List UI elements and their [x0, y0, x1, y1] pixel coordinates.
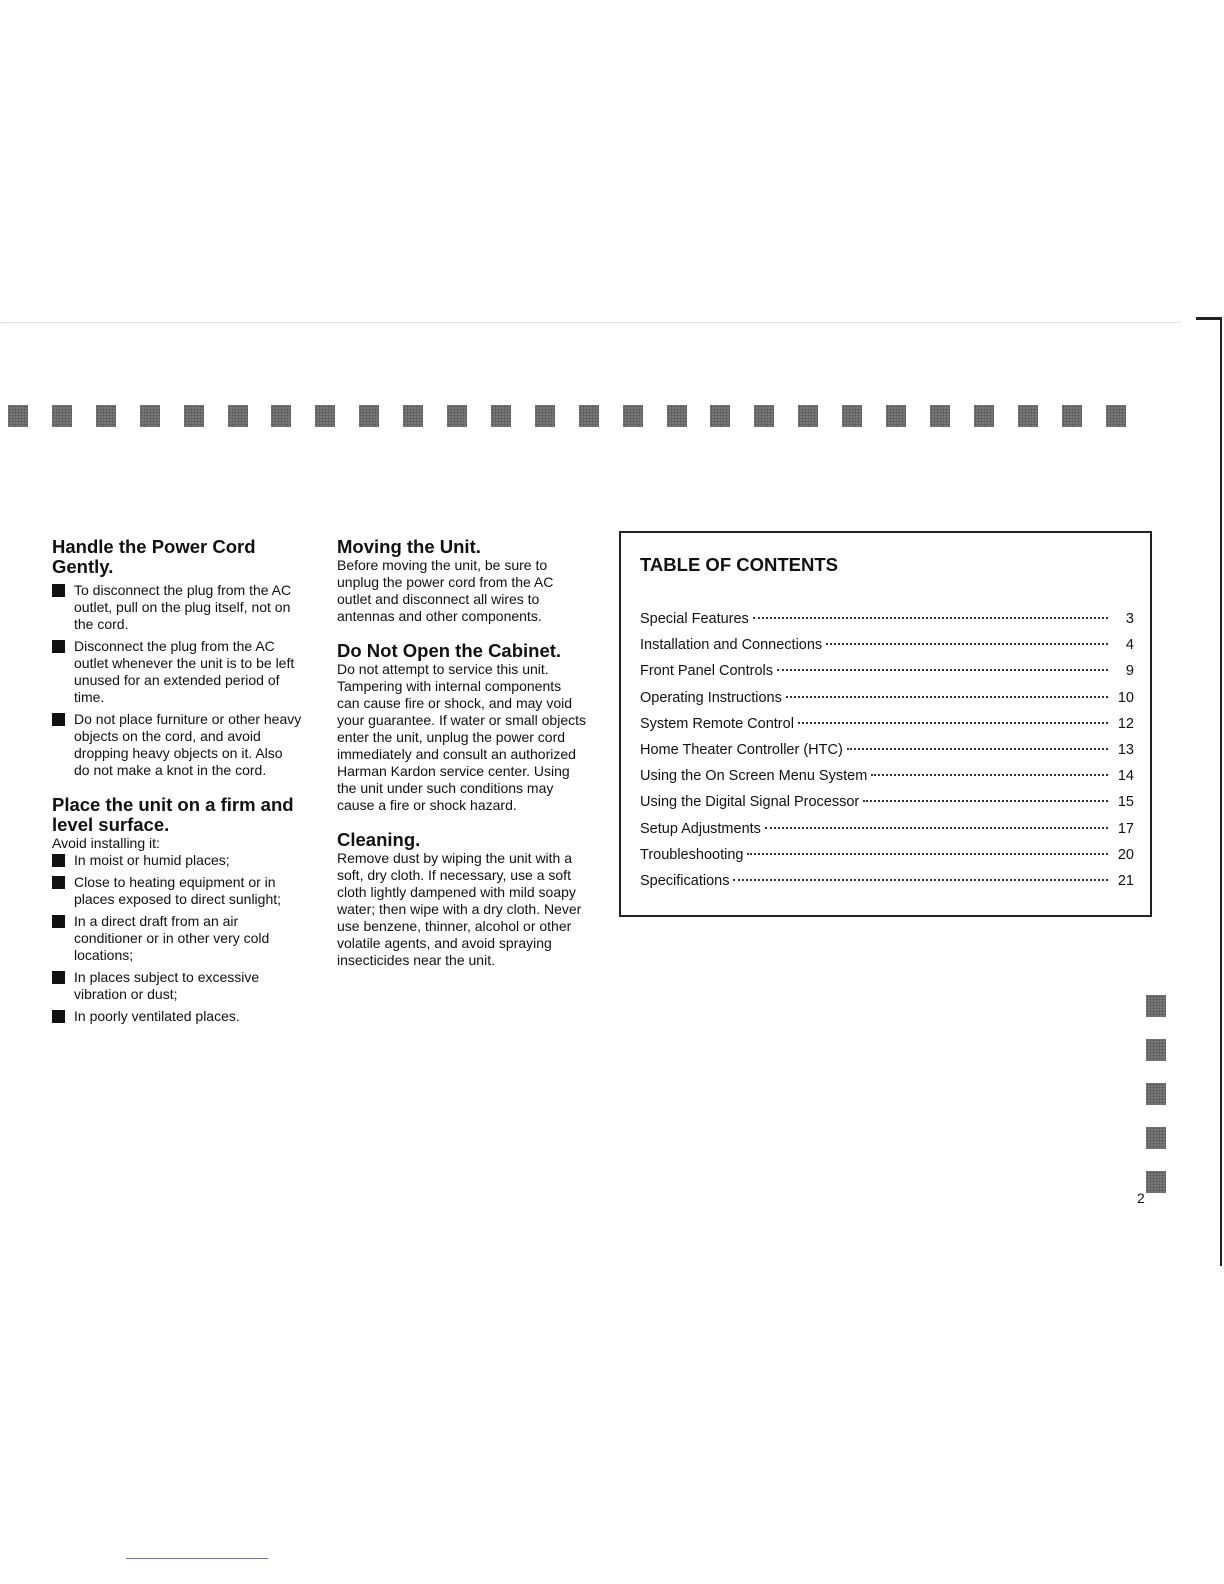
toc-title: TABLE OF CONTENTS: [640, 554, 839, 575]
decorative-square: [1146, 1127, 1166, 1149]
heading-cleaning: Cleaning.: [337, 829, 421, 850]
decorative-square: [184, 405, 204, 427]
toc-entry[interactable]: Operating Instructions 10: [640, 689, 1134, 706]
middle-column: [337, 537, 587, 969]
avoid-intro: Avoid installing it:: [52, 835, 160, 851]
decorative-square: [535, 405, 555, 427]
decorative-square-row: [8, 405, 1138, 427]
list-item: In places subject to excessive vibration or dust;: [52, 969, 302, 1003]
decorative-square: [96, 405, 116, 427]
decorative-square: [359, 405, 379, 427]
square-bullet-icon: [52, 713, 65, 726]
page-number: 2: [1137, 1190, 1145, 1206]
left-column: [52, 537, 302, 1025]
heading-power-cord: Handle the Power Cord Gently.: [52, 536, 256, 577]
toc-entry[interactable]: Installation and Connections 4: [640, 637, 1134, 654]
decorative-square: [140, 405, 160, 427]
decorative-square: [886, 405, 906, 427]
scan-artifact-line: [0, 322, 1180, 325]
list-item: In poorly ventilated places.: [52, 1008, 302, 1025]
toc-entry[interactable]: Using the On Screen Menu System 14: [640, 768, 1134, 785]
decorative-square: [1146, 1083, 1166, 1105]
decorative-square: [403, 405, 423, 427]
decorative-square: [1062, 405, 1082, 427]
list-item: Do not place furniture or other heavy objects on the cord, and avoid dropping heavy objects on it. Also do not make a knot in the cord.: [52, 711, 302, 779]
square-bullet-icon: [52, 915, 65, 928]
list-item: To disconnect the plug from the AC outlet, pull on the plug itself, not on the cord.: [52, 582, 302, 633]
toc-entry[interactable]: Special Features 3: [640, 611, 1134, 627]
decorative-square: [1146, 1171, 1166, 1193]
decorative-square: [1018, 405, 1038, 427]
do-not-open-text: Do not attempt to service this unit. Tampering with internal components can cause fire or shock, and may void your guarantee. If water or small objects enter the unit, unplug the power cord immediately and consult an authorized Harman Kardon service center. Using the unit under such conditions may cause a fire or shock hazard.: [337, 661, 587, 813]
toc-entry[interactable]: Specifications 21: [640, 872, 1134, 889]
list-item: Close to heating equipment or in places exposed to direct sunlight;: [52, 874, 302, 908]
decorative-square: [228, 405, 248, 427]
toc-entry[interactable]: System Remote Control 12: [640, 715, 1134, 732]
decorative-square: [491, 405, 511, 427]
decorative-side-squares: [1146, 995, 1168, 1195]
toc-entry[interactable]: Home Theater Controller (HTC) 13: [640, 741, 1134, 758]
toc-entry[interactable]: Front Panel Controls 9: [640, 663, 1134, 680]
list-item: Disconnect the plug from the AC outlet whenever the unit is to be left unused for an extended period of time.: [52, 638, 302, 706]
list-item: In moist or humid places;: [52, 852, 302, 869]
decorative-square: [579, 405, 599, 427]
decorative-square: [1146, 995, 1166, 1017]
toc-entry[interactable]: Setup Adjustments 17: [640, 820, 1134, 837]
toc-entry[interactable]: Troubleshooting 20: [640, 846, 1134, 863]
decorative-square: [315, 405, 335, 427]
square-bullet-icon: [52, 876, 65, 889]
decorative-square: [447, 405, 467, 427]
decorative-square: [930, 405, 950, 427]
decorative-square: [974, 405, 994, 427]
footer-rule: [126, 1558, 268, 1559]
decorative-square: [623, 405, 643, 427]
decorative-square: [52, 405, 72, 427]
page-edge-cap: [1196, 317, 1222, 320]
decorative-square: [710, 405, 730, 427]
decorative-square: [842, 405, 862, 427]
placement-list: [52, 852, 302, 1025]
square-bullet-icon: [52, 584, 65, 597]
decorative-square: [8, 405, 28, 427]
decorative-square: [667, 405, 687, 427]
heading-do-not-open: Do Not Open the Cabinet.: [337, 640, 562, 661]
decorative-square: [754, 405, 774, 427]
toc-list: [640, 611, 1134, 899]
square-bullet-icon: [52, 640, 65, 653]
heading-firm-surface: Place the unit on a firm and level surface.: [52, 794, 294, 835]
square-bullet-icon: [52, 1010, 65, 1023]
decorative-square: [271, 405, 291, 427]
power-cord-list: [52, 582, 302, 779]
toc-entry[interactable]: Using the Digital Signal Processor 15: [640, 794, 1134, 811]
decorative-square: [1146, 1039, 1166, 1061]
cleaning-text: Remove dust by wiping the unit with a soft, dry cloth. If necessary, use a soft cloth lightly dampened with mild soapy water; then wipe with a dry cloth. Never use benzene, thinner, alcohol or other volatile agents, and avoid spraying insecticides near the unit.: [337, 850, 582, 968]
moving-unit-text: Before moving the unit, be sure to unplug the power cord from the AC outlet and disconnect all wires to antennas and other components.: [337, 557, 554, 624]
decorative-square: [798, 405, 818, 427]
table-of-contents-box: [619, 531, 1152, 917]
square-bullet-icon: [52, 971, 65, 984]
decorative-square: [1106, 405, 1126, 427]
page-edge-line: [1220, 318, 1222, 1266]
heading-moving-unit: Moving the Unit.: [337, 536, 481, 557]
list-item: In a direct draft from an air conditioner or in other very cold locations;: [52, 913, 302, 964]
square-bullet-icon: [52, 854, 65, 867]
